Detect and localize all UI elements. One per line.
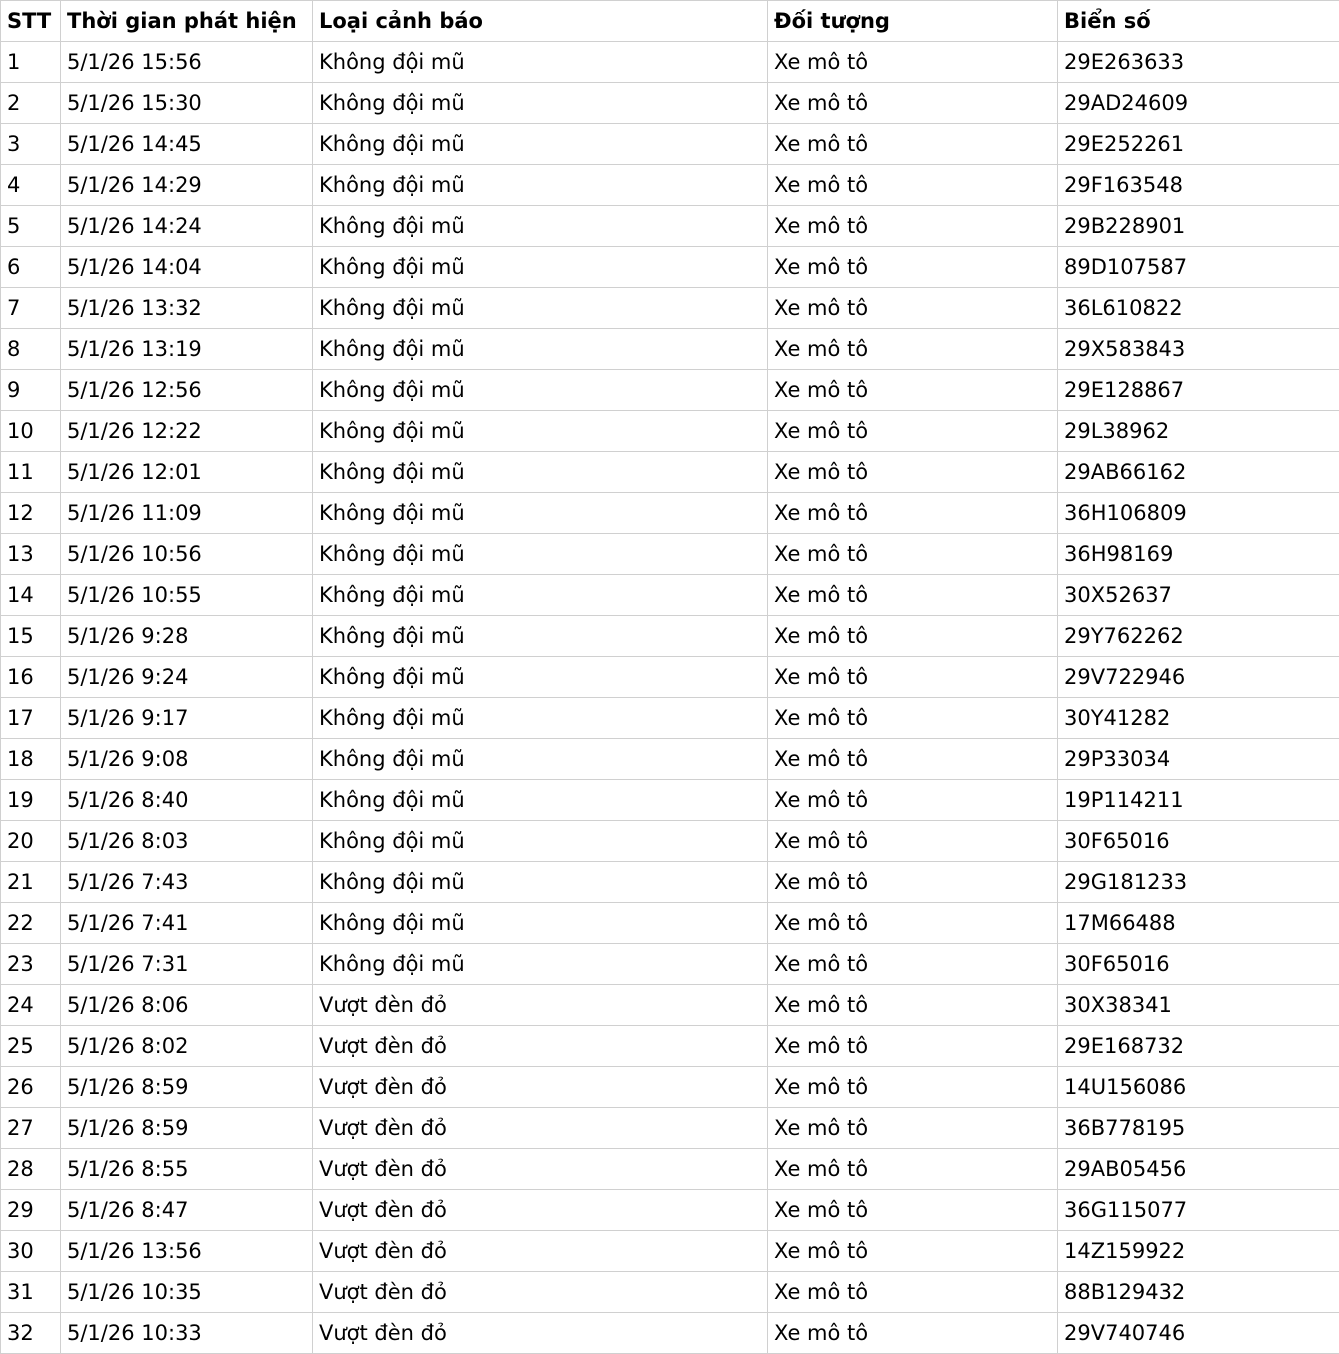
cell-object: Xe mô tô <box>768 1026 1058 1067</box>
cell-time: 5/1/26 9:17 <box>61 698 313 739</box>
cell-object: Xe mô tô <box>768 411 1058 452</box>
table-row <box>1 739 1339 780</box>
cell-type: Không đội mũ <box>313 821 768 862</box>
cell-time: 5/1/26 11:09 <box>61 493 313 534</box>
cell-type: Vượt đèn đỏ <box>313 1026 768 1067</box>
cell-type: Không đội mũ <box>313 206 768 247</box>
cell-stt: 20 <box>1 821 61 862</box>
cell-type: Vượt đèn đỏ <box>313 1067 768 1108</box>
cell-stt: 4 <box>1 165 61 206</box>
cell-type: Vượt đèn đỏ <box>313 1313 768 1354</box>
cell-object: Xe mô tô <box>768 862 1058 903</box>
cell-plate: 36H106809 <box>1058 493 1339 534</box>
cell-type: Không đội mũ <box>313 739 768 780</box>
cell-stt: 17 <box>1 698 61 739</box>
cell-stt: 10 <box>1 411 61 452</box>
cell-time: 5/1/26 8:47 <box>61 1190 313 1231</box>
cell-plate: 29AD24609 <box>1058 83 1339 124</box>
table-row <box>1 616 1339 657</box>
cell-type: Không đội mũ <box>313 575 768 616</box>
cell-object: Xe mô tô <box>768 370 1058 411</box>
cell-time: 5/1/26 8:06 <box>61 985 313 1026</box>
cell-object: Xe mô tô <box>768 1149 1058 1190</box>
cell-stt: 27 <box>1 1108 61 1149</box>
cell-stt: 13 <box>1 534 61 575</box>
table-row <box>1 985 1339 1026</box>
cell-time: 5/1/26 8:55 <box>61 1149 313 1190</box>
cell-plate: 17M66488 <box>1058 903 1339 944</box>
cell-type: Không đội mũ <box>313 493 768 534</box>
table-row <box>1 698 1339 739</box>
cell-object: Xe mô tô <box>768 288 1058 329</box>
cell-type: Không đội mũ <box>313 452 768 493</box>
cell-plate: 29V722946 <box>1058 657 1339 698</box>
table-body <box>1 42 1339 1354</box>
cell-plate: 36B778195 <box>1058 1108 1339 1149</box>
table-row <box>1 1272 1339 1313</box>
cell-time: 5/1/26 8:02 <box>61 1026 313 1067</box>
column-header-plate: Biển số <box>1058 1 1339 42</box>
cell-stt: 12 <box>1 493 61 534</box>
cell-plate: 29P33034 <box>1058 739 1339 780</box>
cell-type: Vượt đèn đỏ <box>313 1231 768 1272</box>
cell-plate: 29F163548 <box>1058 165 1339 206</box>
cell-object: Xe mô tô <box>768 903 1058 944</box>
cell-type: Vượt đèn đỏ <box>313 1108 768 1149</box>
cell-plate: 36H98169 <box>1058 534 1339 575</box>
cell-object: Xe mô tô <box>768 534 1058 575</box>
table-header <box>1 1 1339 42</box>
column-header-time: Thời gian phát hiện <box>61 1 313 42</box>
cell-stt: 25 <box>1 1026 61 1067</box>
cell-stt: 14 <box>1 575 61 616</box>
table-row <box>1 1108 1339 1149</box>
cell-stt: 21 <box>1 862 61 903</box>
cell-stt: 5 <box>1 206 61 247</box>
cell-type: Không đội mũ <box>313 124 768 165</box>
cell-stt: 32 <box>1 1313 61 1354</box>
cell-plate: 29E168732 <box>1058 1026 1339 1067</box>
table-row <box>1 944 1339 985</box>
cell-stt: 7 <box>1 288 61 329</box>
cell-stt: 3 <box>1 124 61 165</box>
cell-object: Xe mô tô <box>768 329 1058 370</box>
cell-type: Vượt đèn đỏ <box>313 1272 768 1313</box>
cell-time: 5/1/26 13:56 <box>61 1231 313 1272</box>
table-row <box>1 1067 1339 1108</box>
cell-time: 5/1/26 10:56 <box>61 534 313 575</box>
cell-time: 5/1/26 7:31 <box>61 944 313 985</box>
cell-object: Xe mô tô <box>768 206 1058 247</box>
cell-type: Không đội mũ <box>313 862 768 903</box>
cell-object: Xe mô tô <box>768 1272 1058 1313</box>
cell-plate: 30X38341 <box>1058 985 1339 1026</box>
cell-time: 5/1/26 14:24 <box>61 206 313 247</box>
cell-time: 5/1/26 15:30 <box>61 83 313 124</box>
cell-object: Xe mô tô <box>768 1190 1058 1231</box>
cell-time: 5/1/26 9:28 <box>61 616 313 657</box>
cell-object: Xe mô tô <box>768 247 1058 288</box>
cell-time: 5/1/26 10:35 <box>61 1272 313 1313</box>
cell-type: Không đội mũ <box>313 370 768 411</box>
cell-type: Không đội mũ <box>313 329 768 370</box>
cell-stt: 2 <box>1 83 61 124</box>
cell-time: 5/1/26 12:56 <box>61 370 313 411</box>
cell-object: Xe mô tô <box>768 1108 1058 1149</box>
cell-plate: 29E252261 <box>1058 124 1339 165</box>
column-header-type: Loại cảnh báo <box>313 1 768 42</box>
table-row <box>1 288 1339 329</box>
cell-plate: 30F65016 <box>1058 821 1339 862</box>
cell-plate: 29AB66162 <box>1058 452 1339 493</box>
table-row <box>1 165 1339 206</box>
table-row <box>1 247 1339 288</box>
cell-time: 5/1/26 10:33 <box>61 1313 313 1354</box>
table-row <box>1 534 1339 575</box>
cell-plate: 30X52637 <box>1058 575 1339 616</box>
table-row <box>1 1313 1339 1354</box>
cell-type: Không đội mũ <box>313 903 768 944</box>
cell-plate: 88B129432 <box>1058 1272 1339 1313</box>
cell-type: Không đội mũ <box>313 616 768 657</box>
cell-object: Xe mô tô <box>768 821 1058 862</box>
cell-stt: 16 <box>1 657 61 698</box>
cell-time: 5/1/26 9:08 <box>61 739 313 780</box>
table-row <box>1 206 1339 247</box>
table-row <box>1 329 1339 370</box>
cell-object: Xe mô tô <box>768 616 1058 657</box>
cell-object: Xe mô tô <box>768 1313 1058 1354</box>
cell-plate: 29AB05456 <box>1058 1149 1339 1190</box>
table-row <box>1 493 1339 534</box>
cell-stt: 26 <box>1 1067 61 1108</box>
cell-plate: 29E128867 <box>1058 370 1339 411</box>
table-row <box>1 42 1339 83</box>
cell-type: Không đội mũ <box>313 42 768 83</box>
column-header-stt: STT <box>1 1 61 42</box>
cell-time: 5/1/26 12:01 <box>61 452 313 493</box>
cell-object: Xe mô tô <box>768 165 1058 206</box>
cell-stt: 15 <box>1 616 61 657</box>
cell-time: 5/1/26 12:22 <box>61 411 313 452</box>
cell-stt: 22 <box>1 903 61 944</box>
cell-stt: 31 <box>1 1272 61 1313</box>
table-row <box>1 1026 1339 1067</box>
cell-plate: 29X583843 <box>1058 329 1339 370</box>
table-row <box>1 903 1339 944</box>
cell-type: Vượt đèn đỏ <box>313 985 768 1026</box>
cell-time: 5/1/26 8:59 <box>61 1067 313 1108</box>
table-row <box>1 452 1339 493</box>
cell-object: Xe mô tô <box>768 780 1058 821</box>
cell-stt: 6 <box>1 247 61 288</box>
column-header-object: Đối tượng <box>768 1 1058 42</box>
table-row <box>1 124 1339 165</box>
cell-type: Không đội mũ <box>313 944 768 985</box>
table-row <box>1 657 1339 698</box>
cell-plate: 14U156086 <box>1058 1067 1339 1108</box>
cell-plate: 14Z159922 <box>1058 1231 1339 1272</box>
cell-object: Xe mô tô <box>768 1067 1058 1108</box>
cell-plate: 29B228901 <box>1058 206 1339 247</box>
table-row <box>1 1190 1339 1231</box>
cell-object: Xe mô tô <box>768 657 1058 698</box>
cell-type: Không đội mũ <box>313 83 768 124</box>
cell-type: Không đội mũ <box>313 411 768 452</box>
cell-stt: 30 <box>1 1231 61 1272</box>
cell-plate: 36G115077 <box>1058 1190 1339 1231</box>
cell-time: 5/1/26 7:43 <box>61 862 313 903</box>
table-row <box>1 83 1339 124</box>
cell-plate: 29E263633 <box>1058 42 1339 83</box>
cell-type: Không đội mũ <box>313 165 768 206</box>
cell-plate: 29L38962 <box>1058 411 1339 452</box>
cell-stt: 1 <box>1 42 61 83</box>
cell-time: 5/1/26 8:03 <box>61 821 313 862</box>
cell-plate: 29V740746 <box>1058 1313 1339 1354</box>
cell-plate: 29Y762262 <box>1058 616 1339 657</box>
table-header-row <box>1 1 1339 42</box>
cell-plate: 36L610822 <box>1058 288 1339 329</box>
cell-object: Xe mô tô <box>768 83 1058 124</box>
cell-stt: 29 <box>1 1190 61 1231</box>
cell-time: 5/1/26 8:59 <box>61 1108 313 1149</box>
cell-type: Không đội mũ <box>313 247 768 288</box>
table-row <box>1 821 1339 862</box>
cell-plate: 19P114211 <box>1058 780 1339 821</box>
table-row <box>1 575 1339 616</box>
table-row <box>1 1231 1339 1272</box>
cell-time: 5/1/26 13:32 <box>61 288 313 329</box>
cell-stt: 9 <box>1 370 61 411</box>
cell-object: Xe mô tô <box>768 493 1058 534</box>
cell-plate: 30Y41282 <box>1058 698 1339 739</box>
cell-type: Vượt đèn đỏ <box>313 1190 768 1231</box>
cell-object: Xe mô tô <box>768 944 1058 985</box>
cell-time: 5/1/26 14:04 <box>61 247 313 288</box>
cell-time: 5/1/26 14:45 <box>61 124 313 165</box>
cell-object: Xe mô tô <box>768 1231 1058 1272</box>
cell-object: Xe mô tô <box>768 124 1058 165</box>
cell-object: Xe mô tô <box>768 698 1058 739</box>
cell-type: Không đội mũ <box>313 698 768 739</box>
cell-stt: 24 <box>1 985 61 1026</box>
cell-object: Xe mô tô <box>768 575 1058 616</box>
cell-stt: 11 <box>1 452 61 493</box>
cell-stt: 19 <box>1 780 61 821</box>
cell-stt: 28 <box>1 1149 61 1190</box>
cell-time: 5/1/26 15:56 <box>61 42 313 83</box>
cell-time: 5/1/26 7:41 <box>61 903 313 944</box>
table-row <box>1 862 1339 903</box>
table-row <box>1 780 1339 821</box>
cell-plate: 30F65016 <box>1058 944 1339 985</box>
cell-stt: 8 <box>1 329 61 370</box>
cell-object: Xe mô tô <box>768 42 1058 83</box>
cell-type: Không đội mũ <box>313 657 768 698</box>
cell-stt: 23 <box>1 944 61 985</box>
cell-type: Không đội mũ <box>313 780 768 821</box>
cell-object: Xe mô tô <box>768 985 1058 1026</box>
cell-time: 5/1/26 14:29 <box>61 165 313 206</box>
table-row <box>1 411 1339 452</box>
cell-stt: 18 <box>1 739 61 780</box>
cell-object: Xe mô tô <box>768 739 1058 780</box>
cell-time: 5/1/26 10:55 <box>61 575 313 616</box>
cell-plate: 89D107587 <box>1058 247 1339 288</box>
cell-type: Không đội mũ <box>313 534 768 575</box>
table-row <box>1 370 1339 411</box>
cell-time: 5/1/26 13:19 <box>61 329 313 370</box>
cell-time: 5/1/26 8:40 <box>61 780 313 821</box>
cell-time: 5/1/26 9:24 <box>61 657 313 698</box>
cell-type: Vượt đèn đỏ <box>313 1149 768 1190</box>
cell-plate: 29G181233 <box>1058 862 1339 903</box>
cell-type: Không đội mũ <box>313 288 768 329</box>
cell-object: Xe mô tô <box>768 452 1058 493</box>
table-row <box>1 1149 1339 1190</box>
